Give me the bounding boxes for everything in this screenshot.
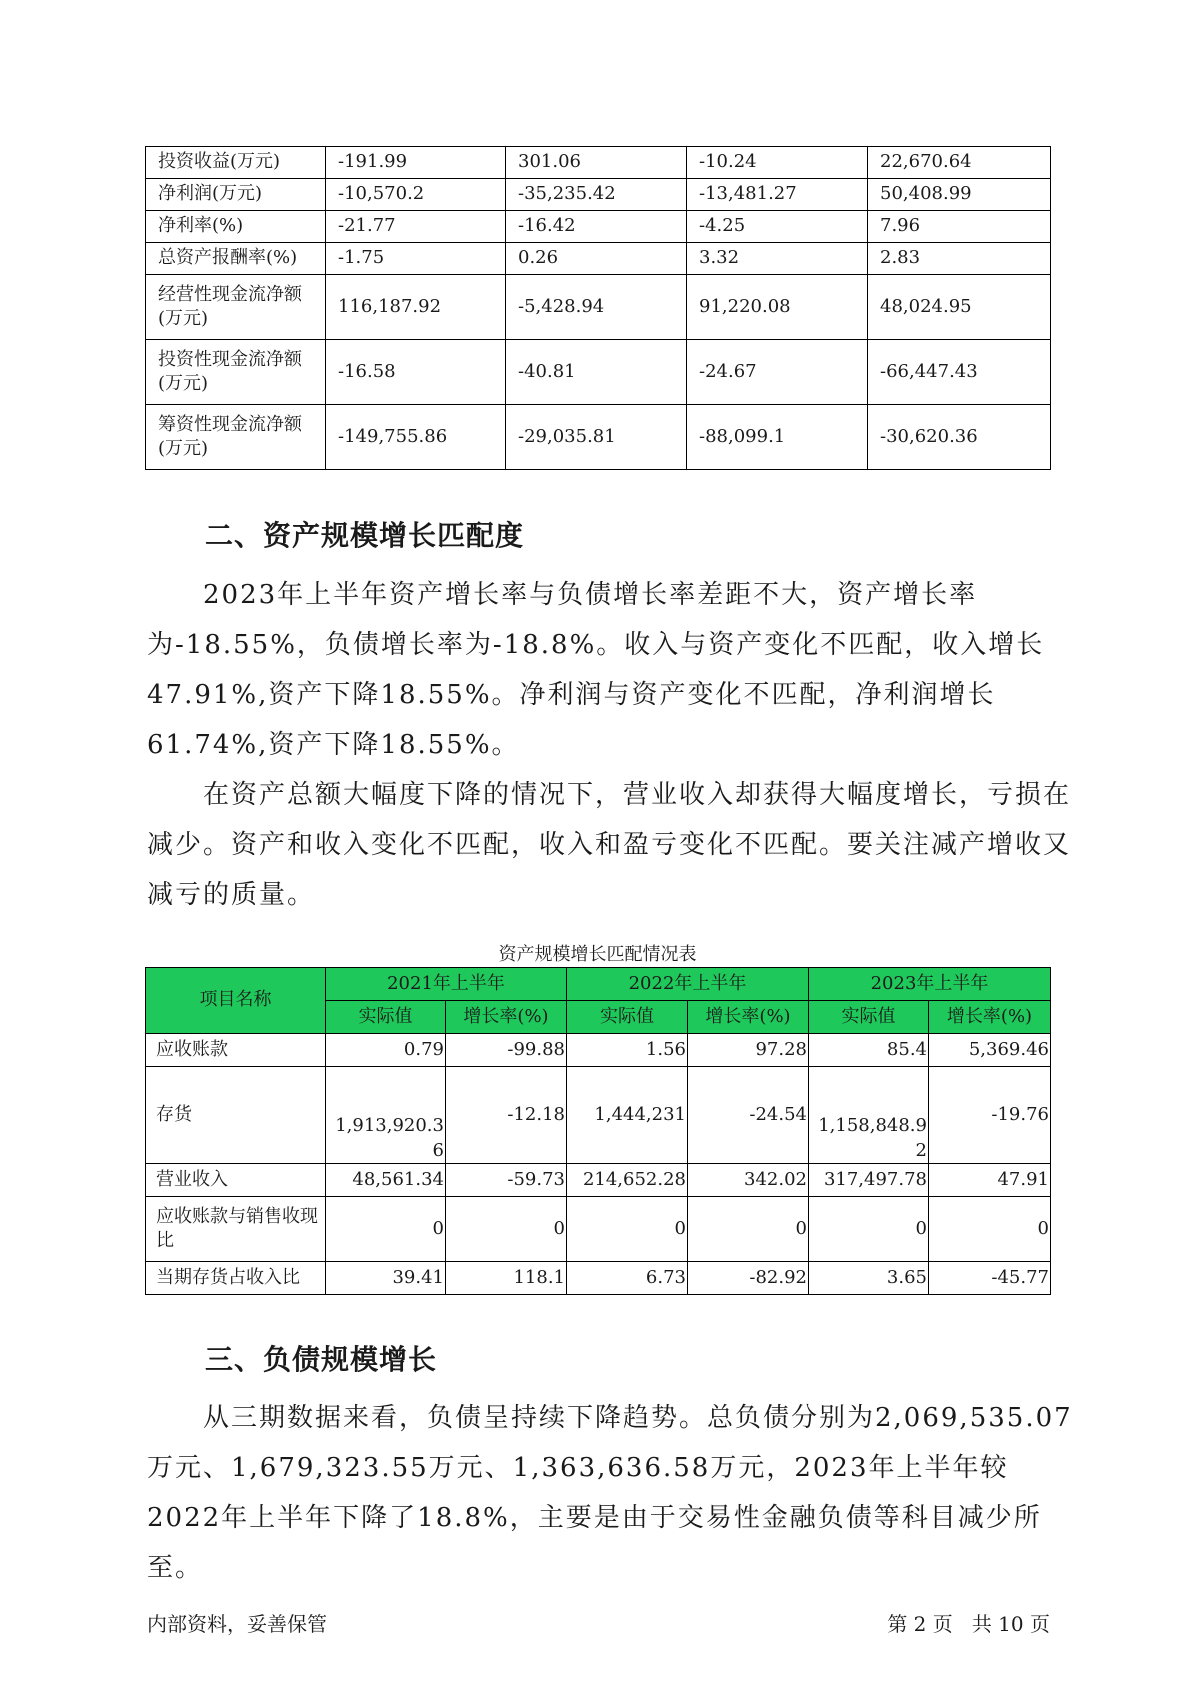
cell-value: -66,447.43 (868, 340, 1051, 405)
row-label: 总资产报酬率(%) (146, 243, 326, 275)
cell-value: 22,670.64 (868, 147, 1051, 179)
row-label: 投资收益(万元) (146, 147, 326, 179)
table-row (146, 405, 1051, 470)
cell-value: -29,035.81 (506, 405, 687, 470)
header-growth: 增长率(%) (446, 1001, 567, 1034)
cell-value: 1.56 (567, 1034, 688, 1067)
table-row (146, 211, 1051, 243)
cell-value: 0 (567, 1197, 688, 1262)
row-label: 当期存货占收入比 (146, 1262, 326, 1295)
cell-value: -30,620.36 (868, 405, 1051, 470)
cell-value: -35,235.42 (506, 179, 687, 211)
cell-value: -82.92 (688, 1262, 809, 1295)
header-period: 2022年上半年 (567, 968, 809, 1001)
cell-value: 85.4 (809, 1034, 929, 1067)
cell-value: 3.65 (809, 1262, 929, 1295)
table-row (146, 1067, 1051, 1164)
cell-value: 0 (446, 1197, 567, 1262)
cell-value: 91,220.08 (687, 275, 868, 340)
table-row (146, 147, 1051, 179)
paragraph: 从三期数据来看，负债呈持续下降趋势。总负债分别为2,069,535.07万元、1,679,323.55万元、1,363,636.58万元，2023年上半年较2022年上半年下降了18.8%，主要是由于交易性金融负债等科目减少所至。 (147, 1403, 1073, 1583)
table-row (146, 243, 1051, 275)
section-heading-asset-growth: 二、资产规模增长匹配度 (205, 519, 525, 552)
cell-value: -21.77 (326, 211, 506, 243)
financial-metrics-table (145, 146, 1051, 470)
row-label: 营业收入 (146, 1164, 326, 1197)
cell-value: 1,913,920.36 (326, 1067, 446, 1164)
header-actual: 实际值 (567, 1001, 688, 1034)
cell-value: 2.83 (868, 243, 1051, 275)
cell-value: -12.18 (446, 1067, 567, 1164)
table-row (146, 1197, 1051, 1262)
cell-value: 301.06 (506, 147, 687, 179)
table-row (146, 179, 1051, 211)
row-label: 应收账款 (146, 1034, 326, 1067)
row-label: 应收账款与销售收现比 (146, 1197, 326, 1262)
cell-value: 116,187.92 (326, 275, 506, 340)
cell-value: 0.79 (326, 1034, 446, 1067)
cell-value: 48,561.34 (326, 1164, 446, 1197)
cell-value: -45.77 (929, 1262, 1051, 1295)
cell-value: -40.81 (506, 340, 687, 405)
cell-value: 50,408.99 (868, 179, 1051, 211)
cell-value: 118.1 (446, 1262, 567, 1295)
row-label: 投资性现金流净额(万元) (146, 340, 326, 405)
page-number: 第 2 页 共 10 页 (887, 1612, 1050, 1636)
cell-value: 342.02 (688, 1164, 809, 1197)
cell-value: -16.42 (506, 211, 687, 243)
header-item-name: 项目名称 (146, 968, 326, 1034)
cell-value: -191.99 (326, 147, 506, 179)
table-caption: 资产规模增长匹配情况表 (498, 944, 697, 965)
cell-value: -24.54 (688, 1067, 809, 1164)
cell-value: -99.88 (446, 1034, 567, 1067)
cell-value: 317,497.78 (809, 1164, 929, 1197)
header-actual: 实际值 (809, 1001, 929, 1034)
cell-value: -88,099.1 (687, 405, 868, 470)
cell-value: -16.58 (326, 340, 506, 405)
cell-value: 48,024.95 (868, 275, 1051, 340)
asset-growth-match-table (145, 967, 1051, 1295)
row-label: 存货 (146, 1067, 326, 1164)
table-row (146, 1164, 1051, 1197)
header-growth: 增长率(%) (929, 1001, 1051, 1034)
table-row (146, 340, 1051, 405)
cell-value: 47.91 (929, 1164, 1051, 1197)
cell-value: -19.76 (929, 1067, 1051, 1164)
cell-value: -1.75 (326, 243, 506, 275)
cell-value: 0 (929, 1197, 1051, 1262)
cell-value: 214,652.28 (567, 1164, 688, 1197)
row-label: 净利率(%) (146, 211, 326, 243)
cell-value: -59.73 (446, 1164, 567, 1197)
cell-value: 0.26 (506, 243, 687, 275)
cell-value: 39.41 (326, 1262, 446, 1295)
cell-value: -149,755.86 (326, 405, 506, 470)
cell-value: -24.67 (687, 340, 868, 405)
header-period: 2023年上半年 (809, 968, 1051, 1001)
row-label: 净利润(万元) (146, 179, 326, 211)
row-label: 筹资性现金流净额(万元) (146, 405, 326, 470)
cell-value: 0 (688, 1197, 809, 1262)
cell-value: 3.32 (687, 243, 868, 275)
cell-value: -13,481.27 (687, 179, 868, 211)
cell-value: 0 (809, 1197, 929, 1262)
table-row (146, 275, 1051, 340)
table-row (146, 1034, 1051, 1067)
table-row (146, 1262, 1051, 1295)
cell-value: -10.24 (687, 147, 868, 179)
header-growth: 增长率(%) (688, 1001, 809, 1034)
cell-value: 97.28 (688, 1034, 809, 1067)
cell-value: 7.96 (868, 211, 1051, 243)
row-label: 经营性现金流净额(万元) (146, 275, 326, 340)
header-period: 2021年上半年 (326, 968, 567, 1001)
cell-value: -10,570.2 (326, 179, 506, 211)
cell-value: 0 (326, 1197, 446, 1262)
cell-value: 1,444,231 (567, 1067, 688, 1164)
cell-value: -4.25 (687, 211, 868, 243)
paragraph: 在资产总额大幅度下降的情况下，营业收入却获得大幅度增长，亏损在减少。资产和收入变化不匹配，收入和盈亏变化不匹配。要关注减产增收又减亏的质量。 (147, 780, 1072, 910)
cell-value: 1,158,848.92 (809, 1067, 929, 1164)
section-heading-liability-growth: 三、负债规模增长 (205, 1343, 438, 1376)
cell-value: 5,369.46 (929, 1034, 1051, 1067)
header-actual: 实际值 (326, 1001, 446, 1034)
paragraph: 2023年上半年资产增长率与负债增长率差距不大，资产增长率为-18.55%，负债增长率为-18.8%。收入与资产变化不匹配，收入增长47.91%,资产下降18.55%。净利润与资产变化不匹配，净利润增长61.74%,资产下降18.55%。 (147, 580, 1045, 760)
footer-confidential: 内部资料，妥善保管 (147, 1612, 327, 1636)
cell-value: 6.73 (567, 1262, 688, 1295)
cell-value: -5,428.94 (506, 275, 687, 340)
